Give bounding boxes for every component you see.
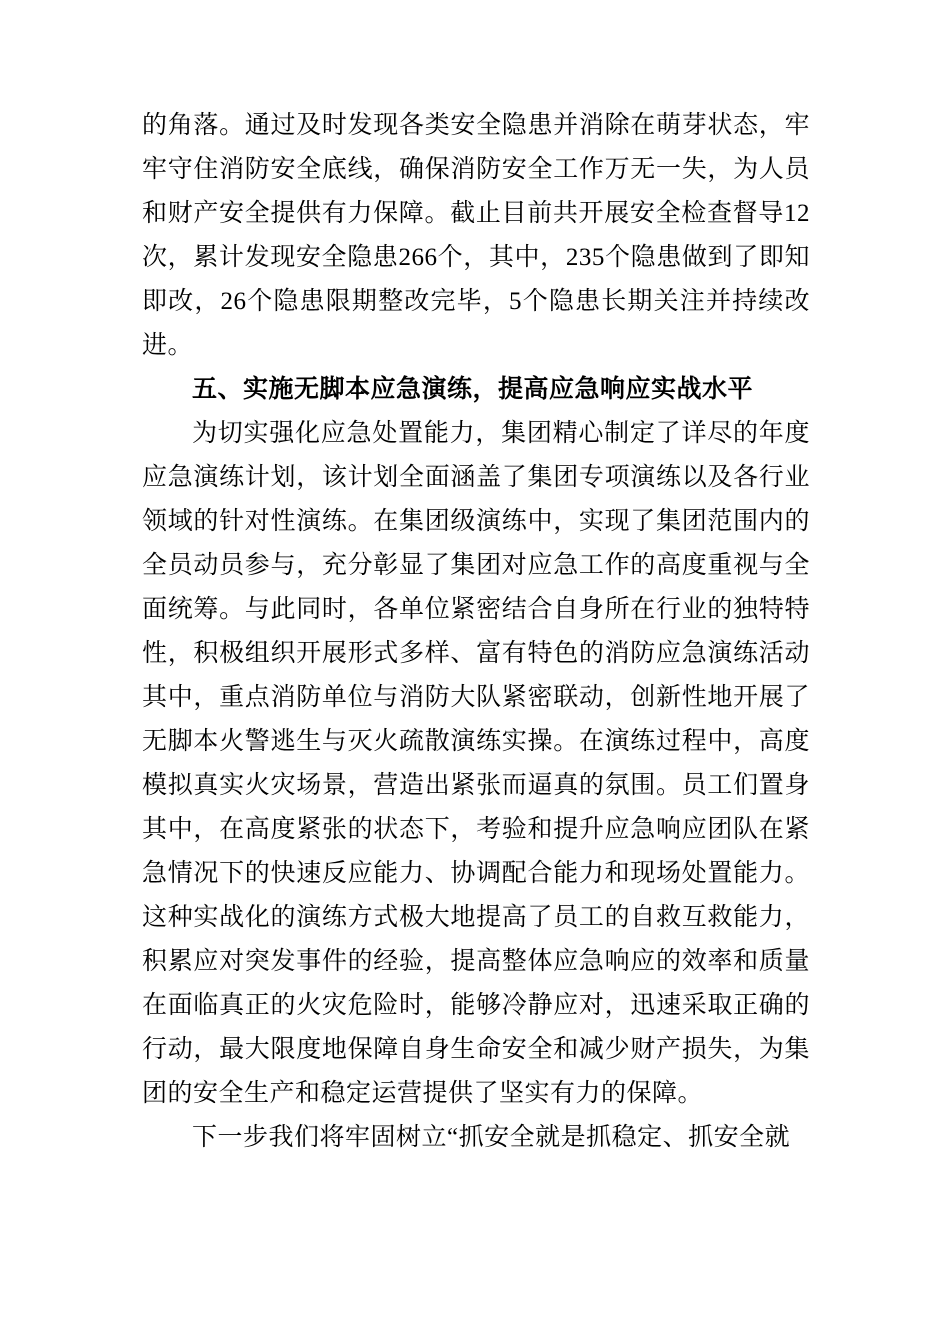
paragraph-body: 为切实强化应急处置能力，集团精心制定了详尽的年度应急演练计划，该计划全面涵盖了集团专项演练以及各行业领域的针对性演练。在集团级演练中，实现了集团范围内的全员动员参与，充分彰显了集团对应急工作的高度重视与全面统筹。与此同时，各单位紧密结合自身所在行业的独特特性，积极组织开展形式多样、富有特色的消防应急演练活动其中，重点消防单位与消防大队紧密联动，创新性地开展了无脚本火警逃生与灭火疏散演练实操。在演练过程中，高度模拟真实火灾场景，营造出紧张而逼真的氛围。员工们置身其中，在高度紧张的状态下，考验和提升应急响应团队在紧急情况下的快速反应能力、协调配合能力和现场处置能力。这种实战化的演练方式极大地提高了员工的自救互救能力，积累应对突发事件的经验，提高整体应急响应的效率和质量在面临真正的火灾危险时，能够冷静应对，迅速采取正确的行动，最大限度地保障自身生命安全和减少财产损失，为集团的安全生产和稳定运营提供了坚实有力的保障。: [142, 420, 810, 1107]
section-heading: 五、实施无脚本应急演练，提高应急响应实战水平: [192, 376, 754, 403]
paragraph-continuation: 的角落。通过及时发现各类安全隐患并消除在萌芽状态，牢牢守住消防安全底线，确保消防安全工作万无一失，为人员和财产安全提供有力保障。截止目前共开展安全检查督导12次，累计发现安全隐患266个，其中，235个隐患做到了即知即改，26个隐患限期整改完毕，5个隐患长期关注并持续改进。: [142, 112, 810, 359]
paragraph-body-next-steps: 下一步我们将牢固树立“抓安全就是抓稳定、抓安全就: [192, 1124, 791, 1151]
